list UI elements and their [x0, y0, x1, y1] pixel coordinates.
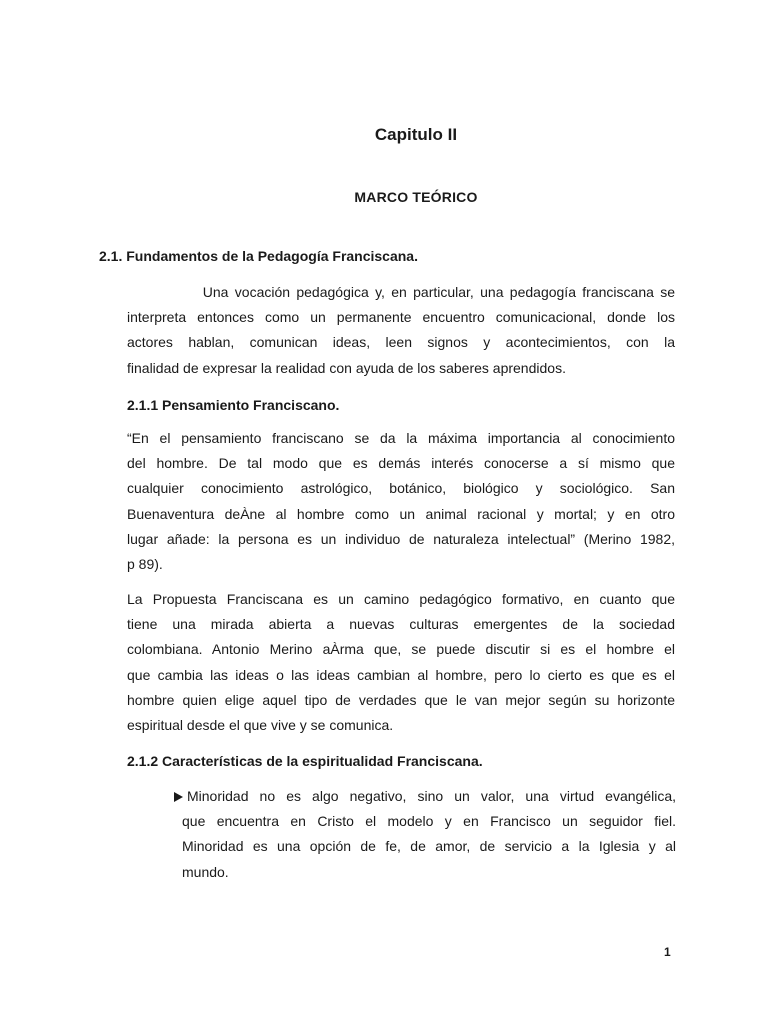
paragraph-line: interpreta entonces como un permanente encuentro comunicacional, donde los [127, 309, 675, 326]
bullet-first-line [174, 784, 676, 809]
page-number: 1 [664, 945, 671, 959]
paragraph-line: La Propuesta Franciscana es un camino pedagógico formativo, en cuanto que [127, 591, 675, 607]
heading-2-1-1: 2.1.1 Pensamiento Franciscano. [127, 397, 340, 413]
bullet-line: mundo. [182, 863, 229, 880]
paragraph-line: p 89). [127, 555, 163, 572]
heading-2-1: 2.1. Fundamentos de la Pedagogía Franciscana. [99, 248, 418, 264]
paragraph-propuesta [127, 587, 675, 738]
paragraph-line: cualquier conocimiento astrológico, botánico, biológico y sociológico. San [127, 480, 675, 497]
paragraph-line: colombiana. Antonio Merino aÀrma que, se puede discutir si es el hombre el [127, 641, 675, 658]
bullet-line: Minoridad es una opción de fe, de amor, de servicio a la Iglesia y al [182, 838, 676, 855]
paragraph-line: que cambia las ideas o las ideas cambian al hombre, pero lo cierto es que es el [127, 666, 675, 683]
paragraph-line: actores hablan, comunican ideas, leen signos y acontecimientos, con la [127, 334, 675, 351]
paragraph-line: hombre quien elige aquel tipo de verdades que le van mejor según su horizonte [127, 691, 675, 708]
paragraph-line: finalidad de expresar la realidad con ayuda de los saberes aprendidos. [127, 359, 566, 376]
chapter-title: Capitulo II [374, 125, 458, 144]
paragraph-line: “En el pensamiento franciscano se da la máxima importancia al conocimiento [127, 430, 675, 446]
paragraph-line: Una vocación pedagógica y, en particular, una pedagogía franciscana se [127, 284, 675, 300]
bullet-text: Minoridad no es algo negativo, sino un valor, una virtud evangélica, [187, 788, 676, 804]
paragraph-line: Buenaventura deÀne al hombre como un animal racional y mortal; y en otro [127, 505, 675, 522]
paragraph-line: tiene una mirada abierta a nuevas culturas emergentes de la sociedad [127, 616, 675, 633]
bullet-line: que encuentra en Cristo el modelo y en Francisco un seguidor fiel. [182, 813, 676, 830]
section-title: MARCO TEÓRICO [354, 189, 478, 205]
paragraph-pensamiento [127, 426, 675, 577]
arrow-right-icon [174, 792, 183, 802]
paragraph-line: lugar añade: la persona es un individuo de naturaleza intelectual” (Merino 1982, [127, 530, 675, 547]
heading-2-1-2: 2.1.2 Características de la espiritualidad Franciscana. [127, 753, 483, 769]
paragraph-line: espiritual desde el que vive y se comunica. [127, 716, 394, 733]
paragraph-line: del hombre. De tal modo que es demás interés conocerse a sí mismo que [127, 455, 675, 472]
bullet-minoridad [174, 784, 676, 885]
paragraph-intro [127, 280, 675, 381]
